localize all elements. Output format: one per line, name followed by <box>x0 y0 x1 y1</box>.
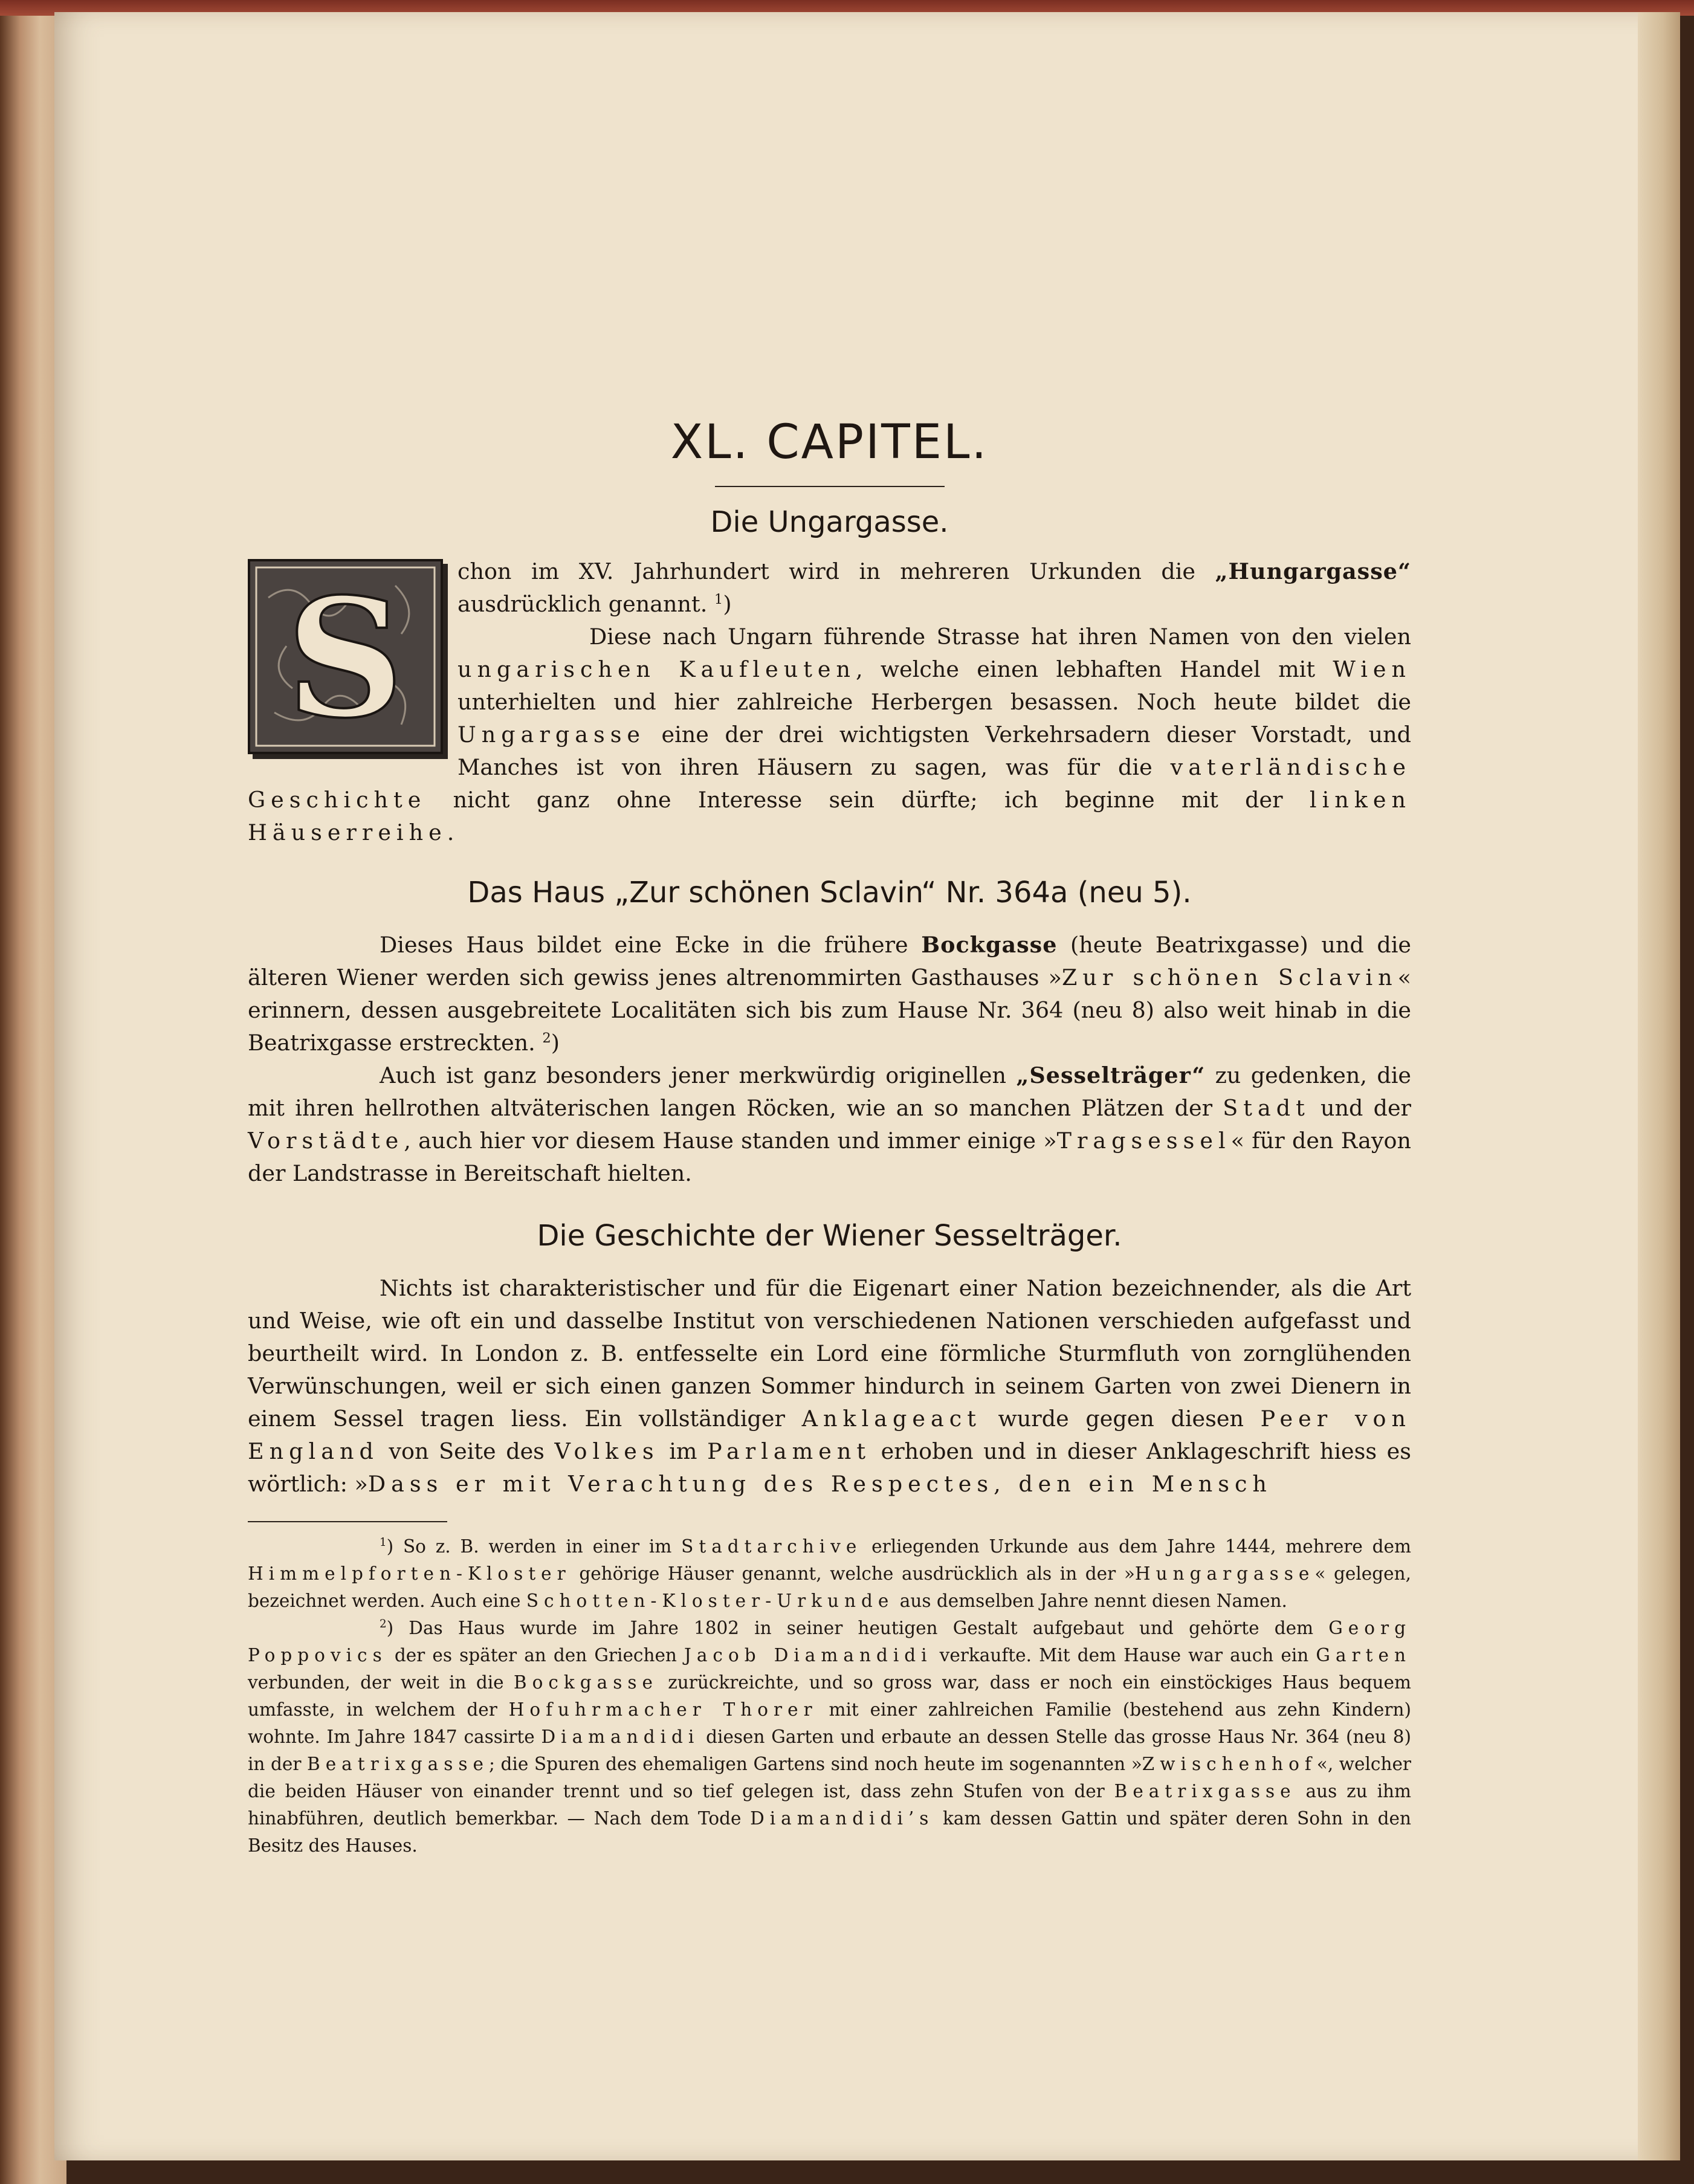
title-rule <box>715 486 945 487</box>
page-edge-shadow <box>1638 12 1680 2160</box>
fraktur-word: „Hungargasse“ <box>1215 558 1411 585</box>
footnote-2: $^2$) Das Haus wurde im Jahre 1802 in seiner heutigen Gestalt aufgebaut und gehörte dem Georg Poppovics der es später an den Griechen Jacob Diamandidi verkaufte. Mit dem Hause war auch ein Garten verbunden, der weit in die Bockgasse zurückreichte, und so gross war, dass er noch ein einstöckiges Haus bequem umfasste, in welchem der Hofuhrmacher Thorer mit einer zahlreichen Familie (bestehend aus zehn Kindern) wohnte. Im Jahre 1847 cassirte Diamandidi diesen Garten und erbaute an dessen Stelle das grosse Haus Nr. 364 (neu 8) in der Beatrixgasse; die Spuren des ehemaligen Gartens sind noch heute im sogenannten »Zwischenhof«, welcher die beiden Häuser von einander trennt und so tief gelegen ist, dass zehn Stufen von der Beatrixgasse aus zu ihm hinabführen, deutlich bemerkbar. — Nach dem Tode Diamandidi’s kam dessen Gattin und später deren Sohn in den Besitz des Hauses. <box>248 1617 1412 1856</box>
section-heading-sesseltraeger: Die Geschichte der Wiener Sesselträger. <box>537 1218 1122 1253</box>
section-heading-sclavin: Das Haus „Zur schönen Sclavin“ Nr. 364a (neu 5). <box>467 876 1192 910</box>
footnote-rule <box>248 1521 447 1522</box>
ornament-icon <box>250 561 441 752</box>
sesseltraeger-paragraph: Nichts ist charakteristischer und für die Eigenart einer Nation bezeichnender, als die Art und Weise, wie oft ein und dasselbe Institut von verschiedenen Nationen verschieden aufgefasst und beurtheilt wird. In London z. B. entfesselte ein Lord eine förmliche Sturmfluth von zornglühenden Verwünschungen, weil er sich einen ganzen Sommer hindurch in seinem Garten von zwei Dienern in einem Sessel tragen liess. Ein vollständiger Anklageact wurde gegen diesen Peer von England von Seite des Volkes im Parlament erhoben und in dieser Anklageschrift hiess es wörtlich: »Dass er mit Verachtung des Respectes, den ein Mensch <box>248 1275 1411 1497</box>
chapter-title: XL. CAPITEL. <box>670 415 989 470</box>
footnote-ref: 1 <box>714 592 723 608</box>
footnote-ref: 2 <box>542 1030 551 1046</box>
page-content <box>248 417 1411 1859</box>
intro-paragraph-2: Diese nach Ungarn führende Strasse hat ihren Namen von den vielen ungarischen Kaufleuten, welche einen lebhaften Handel mit Wien unterhielten und hier zahlreiche Herbergen besassen. Noch heute bildet die Ungargasse eine der drei wichtigsten Verkehrsadern dieser Vorstadt, und Manches ist von ihren Häusern zu sagen, was für die vaterländische Geschichte nicht ganz ohne Interesse sein dürfte; ich beginne mit der linken Häuserreihe. <box>248 624 1411 846</box>
dropcap-letter: S <box>286 562 404 752</box>
sclavin-paragraph-2: Auch ist ganz besonders jener merkwürdig originellen „Sesselträger“ zu gedenken, die mit ihren hellrothen altväterischen langen Röcken, wie an so manchen Plätzen der Stadt und der Vorstädte, auch hier vor diesem Hause standen und immer einige »Tragsessel« für den Rayon der Landstrasse in Bereitschaft hielten. <box>248 1062 1412 1186</box>
footnote-1: $^1$) So z. B. werden in einer im Stadtarchive erliegenden Urkunde aus dem Jahre 1444, mehrere dem Himmelpforten-Kloster gehörige Häuser genannt, welche ausdrücklich als in der »Hungargasse« gelegen, bezeichnet werden. Auch eine Schotten-Kloster-Urkunde aus demselben Jahre nennt diesen Namen. <box>248 1536 1411 1611</box>
intro-paragraph-1: chon im XV. Jahrhundert wird in mehreren Urkunden die „Hungargasse“ ausdrücklich genannt. $^1$) <box>457 558 1411 618</box>
dropcap-initial <box>248 559 443 754</box>
sclavin-paragraph-1: Dieses Haus bildet eine Ecke in die frühere Bockgasse (heute Beatrixgasse) und die älteren Wiener werden sich gewiss jenes altrenommirten Gasthauses »Zur schönen Sclavin« erinnern, dessen ausgebreitete Localitäten sich bis zum Hause Nr. 364 (neu 8) also weit hinab in die Beatrixgasse erstreckten. $^2$) <box>248 931 1411 1056</box>
chapter-subtitle: Die Ungargasse. <box>710 505 949 539</box>
